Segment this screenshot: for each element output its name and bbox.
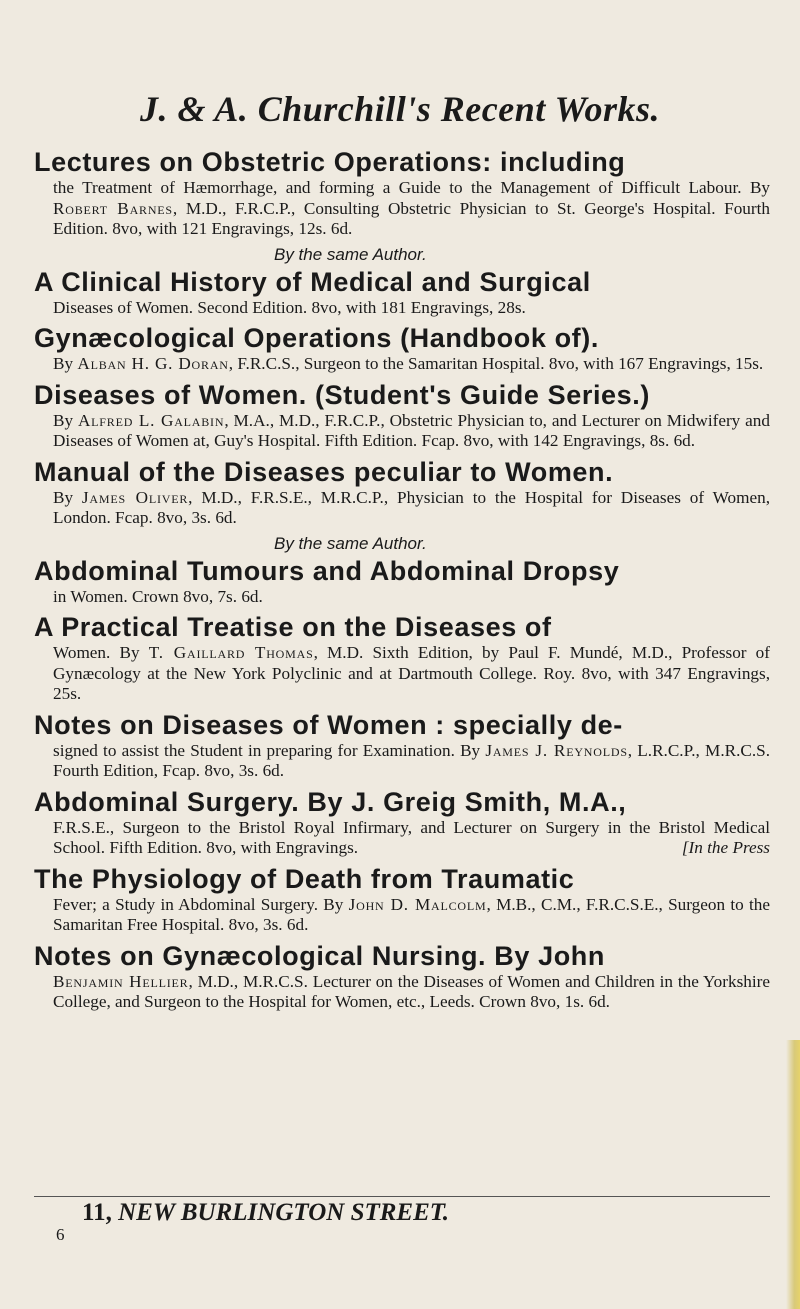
book-description: [34, 895, 770, 936]
book-description: [34, 411, 770, 452]
book-entry: [34, 379, 770, 452]
book-description: [34, 741, 770, 782]
publisher-address: [34, 1196, 770, 1227]
same-author-note: By the same Author.: [274, 533, 427, 553]
book-description: [34, 488, 770, 529]
description-text: By: [53, 354, 78, 373]
description-text: By: [53, 410, 78, 430]
address-number: 11,: [82, 1199, 112, 1226]
book-title: Abdominal Surgery. By J. Greig Smith, M.A.,: [34, 786, 627, 817]
book-title: Notes on Diseases of Women : specially de-: [34, 709, 623, 740]
book-title: Diseases of Women. (Student's Guide Series.): [34, 379, 650, 410]
book-entry: [34, 611, 770, 705]
book-entry: [34, 456, 770, 529]
author-name: Benjamin Hellier: [53, 971, 189, 991]
description-text: , L.R.C.P., M.R.C.S. Fourth Edition, Fcap. 8vo, 3s. 6d.: [53, 740, 770, 780]
book-entry: [34, 940, 770, 1013]
description-text: , M.D., M.R.C.S. Lecturer on the Diseases of Women and Children in the Yorkshire College, and Surgeon to the Hospital for Women, etc., Leeds. Crown 8vo, 1s. 6d.: [53, 971, 770, 1011]
book-entry: [34, 322, 770, 375]
description-text: F.R.S.E., Surgeon to the Bristol Royal Infirmary, and Lecturer on Surgery in the Bristol Medical School. Fifth Edition. 8vo, with Engravings.: [53, 817, 770, 857]
description-text: , F.R.C.S., Surgeon to the Samaritan Hospital. 8vo, with 167 Engravings, 15s.: [228, 354, 764, 373]
author-name: John D. Malcolm: [348, 894, 487, 914]
author-name: James J. Reynolds: [485, 740, 628, 760]
description-text: Diseases of Women. Second Edition. 8vo, with 181 Engravings, 28s.: [53, 297, 526, 317]
page-edge-stain: [786, 1040, 800, 1309]
book-description: [34, 818, 770, 859]
book-title: Gynæcological Operations (Handbook of).: [34, 323, 599, 353]
book-description: [34, 587, 770, 608]
description-text: By: [53, 487, 82, 507]
book-title: A Practical Treatise on the Diseases of: [34, 612, 552, 642]
press-status: [In the Press: [681, 838, 770, 857]
book-title: The Physiology of Death from Traumatic: [34, 863, 575, 894]
book-title: A Clinical History of Medical and Surgical: [34, 266, 591, 297]
author-name: Alfred L. Galabin: [77, 410, 225, 430]
book-description: [34, 178, 770, 240]
book-title: Lectures on Obstetric Operations: including: [34, 147, 626, 177]
description-text: Fever; a Study in Abdominal Surgery. By: [53, 894, 349, 914]
same-author-note: By the same Author.: [274, 244, 427, 264]
book-description: [34, 298, 770, 319]
book-description: [34, 643, 770, 705]
address-street: NEW BURLINGTON STREET.: [118, 1199, 449, 1226]
page-header: J. & A. Churchill's Recent Works.: [140, 89, 660, 129]
book-entry: [34, 863, 770, 936]
description-text: , M.D. Sixth Edition, by Paul F. Mundé, M.D., Professor of Gynæcology at the New York Polyclinic and at Dartmouth College. Roy. 8vo, with 347 Engravings, 25s.: [53, 643, 770, 703]
catalogue-list: [34, 146, 770, 1017]
description-text: , M.A., M.D., F.R.C.P., Obstetric Physician to, and Lecturer on Midwifery and Diseases of Women at, Guy's Hospital. Fifth Edition. Fcap. 8vo, with 142 Engravings, 8s. 6d.: [53, 410, 770, 450]
book-title: Manual of the Diseases peculiar to Women.: [34, 456, 614, 487]
book-entry: [34, 266, 770, 319]
description-text: the Treatment of Hæmorrhage, and forming a Guide to the Management of Difficult Labour. By: [53, 178, 770, 197]
description-text: signed to assist the Student in preparing for Examination. By: [53, 740, 486, 760]
description-text: Women. By: [53, 643, 149, 662]
description-text: , M.B., C.M., F.R.C.S.E., Surgeon to the Samaritan Free Hospital. 8vo, 3s. 6d.: [53, 894, 770, 934]
book-title: Notes on Gynæcological Nursing. By John: [34, 940, 605, 971]
book-entry: [34, 555, 770, 608]
author-name: Robert Barnes: [53, 198, 173, 218]
author-name: Alban H. G. Doran: [77, 354, 229, 373]
book-entry: [34, 786, 770, 859]
book-entry: [34, 709, 770, 782]
address-line: [34, 1197, 770, 1227]
author-name: T. Gaillard Thomas: [148, 643, 314, 662]
book-description: [34, 354, 770, 375]
book-title: Abdominal Tumours and Abdominal Dropsy: [34, 555, 620, 586]
description-text: , M.D., F.R.C.P., Consulting Obstetric Physician to St. George's Hospital. Fourth Edition. 8vo, with 121 Engravings, 12s. 6d.: [53, 198, 770, 238]
book-entry: [34, 146, 770, 240]
book-description: [34, 972, 770, 1013]
description-text: in Women. Crown 8vo, 7s. 6d.: [53, 586, 263, 606]
author-name: James Oliver: [81, 487, 189, 507]
description-text: , M.D., F.R.S.E., M.R.C.P., Physician to the Hospital for Diseases of Women, London. Fcap. 8vo, 3s. 6d.: [53, 487, 770, 527]
page-number: 6: [56, 1225, 65, 1244]
